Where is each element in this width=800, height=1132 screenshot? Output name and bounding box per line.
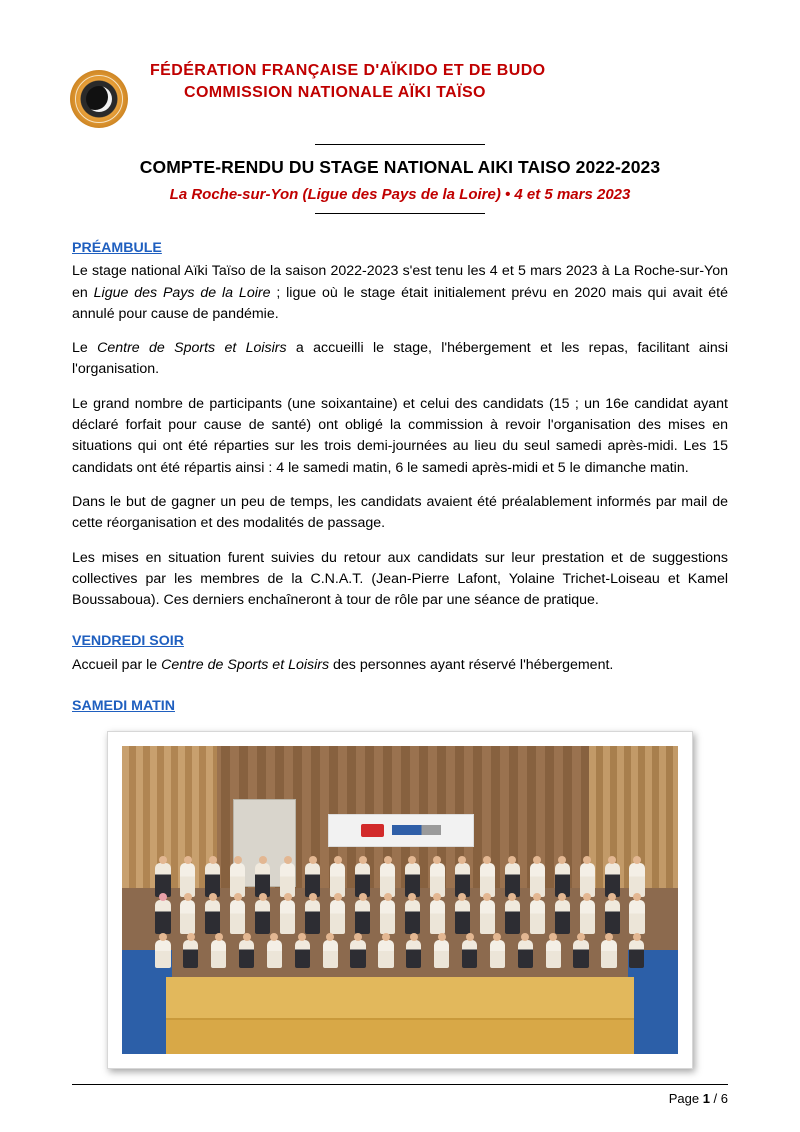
photo-person (546, 940, 561, 968)
page-title: COMPTE-RENDU DU STAGE NATIONAL AIKI TAISO 2022-2023 (139, 157, 661, 177)
footer-page-total: 6 (720, 1091, 728, 1106)
photo-participants (155, 863, 644, 1005)
photo-person (280, 900, 295, 934)
photo-person (601, 940, 616, 968)
photo-person (205, 900, 220, 934)
photo-person (255, 900, 270, 934)
logo-ring (75, 75, 123, 123)
photo-person (455, 900, 470, 934)
photo-person (505, 900, 520, 934)
page-number (72, 1091, 728, 1106)
section-heading-vendredi-soir: VENDREDI SOIR (72, 633, 184, 650)
photo-person (629, 900, 644, 934)
photo-person (480, 900, 495, 934)
photo-person (180, 900, 195, 934)
paragraph: Le Centre de Sports et Loisirs a accueilli le stage, l'hébergement et les repas, facilitant ainsi l'organisation. (72, 340, 728, 378)
photo-row-front (155, 940, 644, 968)
photo-person (530, 900, 545, 934)
photo-person (155, 940, 170, 968)
federation-logo-icon (70, 70, 128, 128)
photo-person (573, 940, 588, 968)
document-body (0, 238, 800, 717)
photo-person (305, 900, 320, 934)
paragraph: Le stage national Aïki Taïso de la saison 2022-2023 s'est tenu les 4 et 5 mars 2023 à La Roche-sur-Yon en Ligue des Pays de la Loire ; ligue où le stage était initialement prévu en 2020 mais qui avait été annulé pour cause de pandémie. (72, 263, 728, 322)
header-titles (150, 62, 546, 102)
document-header (0, 0, 800, 128)
page-subtitle: La Roche-sur-Yon (Ligue des Pays de la Loire) • 4 et 5 mars 2023 (169, 186, 631, 203)
federation-title-line-1: FÉDÉRATION FRANÇAISE D'AÏKIDO ET DE BUDO (150, 62, 546, 79)
photo-person (580, 900, 595, 934)
photo-person (239, 940, 254, 968)
title-rule-top (315, 144, 485, 145)
photo-person (605, 900, 620, 934)
footer-page-separator: / (709, 1091, 721, 1106)
group-photo (122, 746, 678, 1054)
photo-person (350, 940, 365, 968)
photo-person (629, 940, 644, 968)
page-footer (0, 1084, 800, 1106)
photo-person (267, 940, 282, 968)
photo-person (430, 900, 445, 934)
photo-person (211, 940, 226, 968)
photo-person (323, 940, 338, 968)
photo-person (183, 940, 198, 968)
photo-tatami-line (166, 1018, 633, 1020)
photo-person (518, 940, 533, 968)
photo-person (355, 900, 370, 934)
photo-person (434, 940, 449, 968)
photo-banner (328, 814, 475, 847)
footer-page-current: 1 (702, 1091, 710, 1106)
photo-person (155, 900, 170, 934)
photo-row-middle (155, 900, 644, 934)
footer-page-label: Page (668, 1091, 703, 1106)
photo-person (555, 900, 570, 934)
paragraph: Les mises en situation furent suivies du retour aux candidats sur leur prestation et de suggestions collectives par les membres de la C.N.A.T. (Jean-Pierre Lafont, Yolaine Trichet-Loiseau et Kamel Boussaboua). Ces derniers enchaîneront à tour de rôle par une séance de pratique. (72, 549, 728, 609)
group-photo-frame (107, 731, 693, 1069)
footer-rule (72, 1084, 728, 1085)
section-heading-preambule: PRÉAMBULE (72, 240, 162, 256)
title-rule-bottom (315, 213, 485, 214)
photo-row-back (155, 863, 644, 897)
photo-person (378, 940, 393, 968)
photo-person (330, 900, 345, 934)
photo-person (380, 900, 395, 934)
federation-title-line-2: COMMISSION NATIONALE AÏKI TAÏSO (184, 84, 486, 101)
photo-person (405, 900, 420, 934)
photo-person (462, 940, 477, 968)
photo-person (295, 940, 310, 968)
paragraph: Accueil par le Centre de Sports et Loisirs des personnes ayant réservé l'hébergement. (72, 656, 614, 673)
photo-person (230, 900, 245, 934)
photo-person (406, 940, 421, 968)
section-heading-samedi-matin: SAMEDI MATIN (72, 698, 175, 715)
paragraph: Le grand nombre de participants (une soixantaine) et celui des candidats (15 ; un 16e candidat ayant déclaré forfait pour cause de santé) ont obligé la commission à revoir l'organisation des mises en situations qui ont été réparties sur les trois demi-journées au lieu du seul samedi après-midi. Les 15 candidats ont été répartis ainsi : 4 le samedi matin, 6 le samedi après-midi et 5 le dimanche matin. (72, 395, 728, 476)
paragraph: Dans le but de gagner un peu de temps, les candidats avaient été préalablement informés par mail de cette réorganisation et des modalités de passage. (72, 493, 728, 532)
photo-person (490, 940, 505, 968)
